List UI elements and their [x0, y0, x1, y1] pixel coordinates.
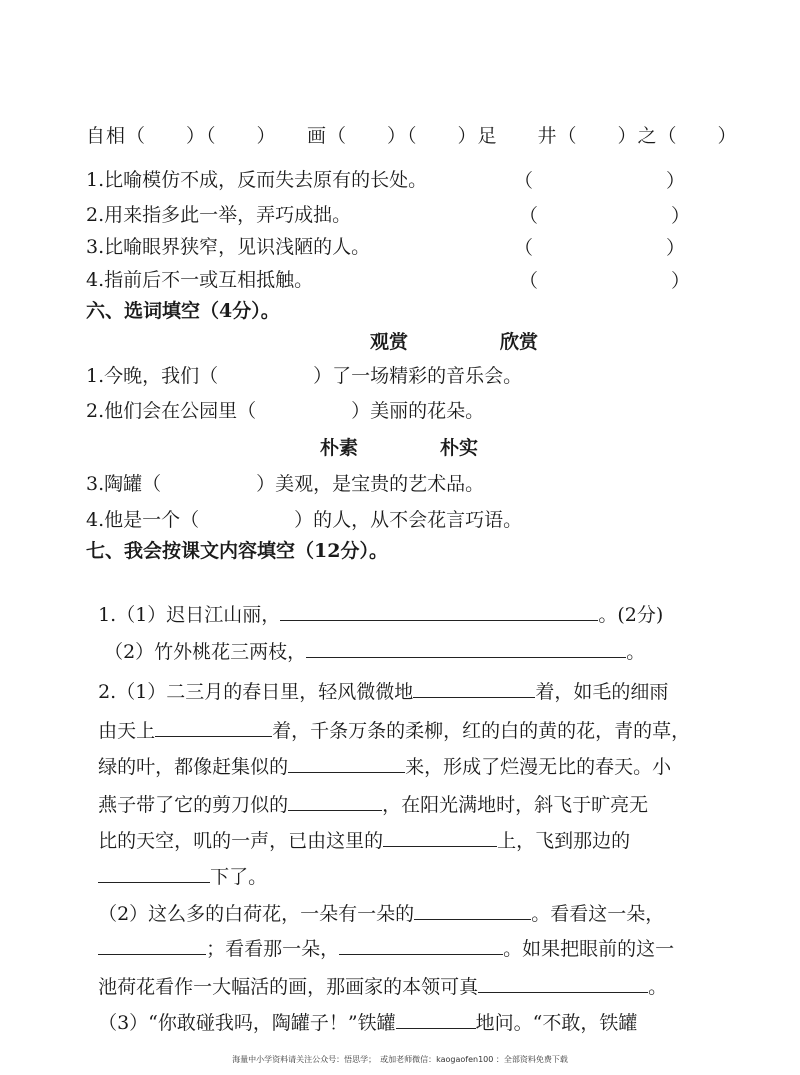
idiom-answer-4[interactable]: （ ） [519, 270, 691, 292]
text: 下了。 [210, 866, 268, 888]
text: 比的天空，叽的一声，已由这里的 [98, 830, 384, 852]
idiom-item-2: 2.用来指多此一举，弄巧成拙。 [86, 204, 352, 226]
text: ，在阳光满地时，斜飞于旷亮无 [382, 794, 649, 816]
word-choice-xinshang: 欣赏 [500, 331, 539, 353]
section6-q3: 3.陶罐（ ）美观，是宝贵的艺术品。 [86, 473, 485, 495]
poem-line-1-end: 。(2分) [598, 604, 664, 626]
section7-title: 七、我会按课文内容填空（12分）。 [86, 540, 388, 562]
text: 绿的叶，都像赶集似的 [98, 756, 289, 778]
section6-q2: 2.他们会在公园里（ ）美丽的花朵。 [86, 400, 485, 422]
text: 燕子带了它的剪刀似的 [98, 794, 289, 816]
idiom-item-1: 1.比喻模仿不成，反而失去原有的长处。 [86, 169, 428, 191]
section6-q4: 4.他是一个（ ）的人，从不会花言巧语。 [86, 509, 523, 531]
idiom-item-4: 4.指前后不一或互相抵触。 [86, 269, 314, 291]
text: 。 [648, 976, 668, 998]
text: 来，形成了烂漫无比的春天。小 [405, 756, 672, 778]
text: （2）这么多的白荷花，一朵有一朵的 [98, 903, 415, 925]
poem-line-1-text: 1.（1）迟日江山丽， [98, 604, 281, 626]
text: 。如果把眼前的这一 [503, 938, 675, 960]
text: 着，如毛的细雨 [535, 681, 669, 703]
idiom-item-3: 3.比喻眼界狭窄，见识浅陋的人。 [86, 236, 371, 258]
idiom-answer-3[interactable]: （ ） [514, 237, 686, 259]
word-choice-pushi: 朴实 [440, 437, 479, 459]
idiom-answer-1[interactable]: （ ） [514, 170, 686, 192]
text: 上，飞到那边的 [497, 830, 631, 852]
text: 由天上 [98, 720, 156, 742]
text: 着，千条万条的柔柳，红的白的黄的花，青的草， [272, 720, 691, 742]
blank[interactable] [383, 826, 497, 847]
text: 地问。“不敢，铁罐 [475, 1012, 638, 1034]
section6-title: 六、选词填空（4分）。 [86, 300, 280, 322]
poem-line-2-text: （2）竹外桃花三两枝， [104, 641, 307, 663]
idiom-answer-2[interactable]: （ ） [519, 205, 691, 227]
footer-watermark: 海量中小学资料请关注公众号：悟思学； 或加老师微信：kaogaofen100 ：全部资料免费下载 [232, 1055, 568, 1064]
text: 池荷花看作一大幅活的画，那画家的本领可真 [98, 976, 479, 998]
poem-line-2-end: 。 [626, 641, 646, 663]
text: （3）“你敢碰我吗，陶罐子！”铁罐 [98, 1012, 396, 1034]
text: 2.（1）二三月的春日里，轻风微微地 [98, 681, 414, 703]
idiom-row: 自相（ ）（ ） 画（ ）（ ）足 井（ ）之（ ） [86, 125, 738, 147]
section6-q1: 1.今晚，我们（ ）了一场精彩的音乐会。 [86, 365, 523, 387]
blank[interactable] [396, 1008, 476, 1029]
word-choice-pusu: 朴素 [320, 437, 359, 459]
word-choice-guanshang: 观赏 [370, 331, 409, 353]
text: ；看看那一朵， [206, 938, 340, 960]
text: 。看看这一朵， [531, 903, 665, 925]
pottery-line-1 [86, 980, 637, 1037]
